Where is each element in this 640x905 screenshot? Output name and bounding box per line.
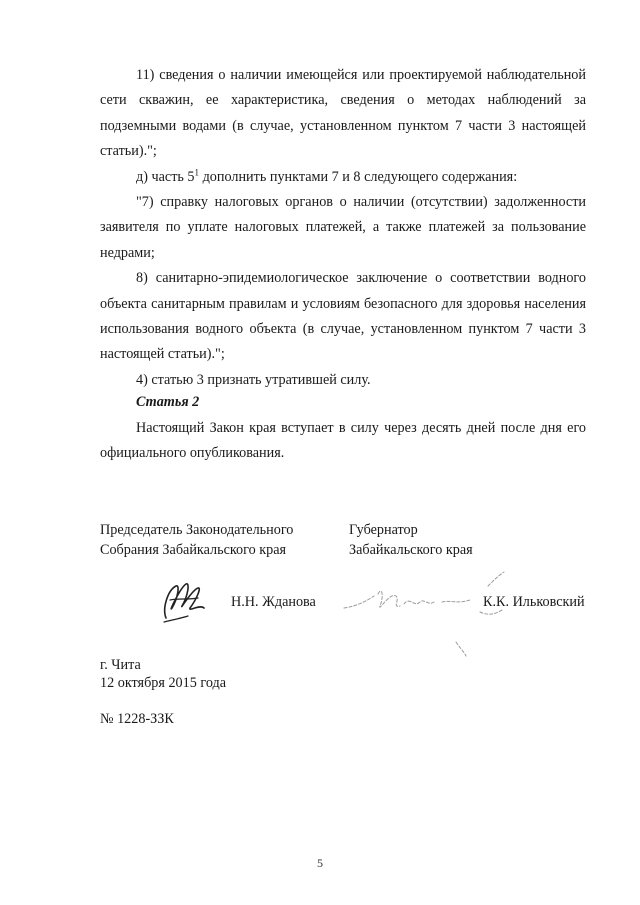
paragraph-item-7: "7) справку налоговых органов о наличии (отсутствии) задолженности заявителя по уплате налоговых платежей, а также платежей за пользование недрами;	[100, 194, 586, 261]
paragraph-part-5-1-after: дополнить пунктами 7 и 8 следующего содержания:	[199, 168, 518, 185]
place-and-date	[100, 656, 226, 692]
governor-signature	[338, 566, 516, 658]
chairman-title-line2: Собрания Забайкальского края	[100, 542, 287, 558]
article-paragraph: Настоящий Закон края вступает в силу через десять дней после дня его официального опубликования.	[100, 420, 586, 462]
governor-title-line2: Забайкальского края	[349, 542, 473, 558]
paragraph-item-4: 4) статью 3 признать утратившей силу.	[136, 371, 371, 388]
superscript-1: 1	[194, 166, 200, 177]
chairman-signature	[158, 578, 210, 626]
law-number: № 1228-ЗЗК	[100, 711, 174, 727]
date: 12 октября 2015 года	[100, 675, 227, 691]
paragraph-item-8: 8) санитарно-эпидемиологическое заключение о соответствии водного объекта санитарным правилам и условиям безопасного для здоровья населения использования водного объекта (в случае, установленном пунктом 7 части 3 настоящей статьи).";	[100, 270, 586, 363]
governor-name: К.К. Ильковский	[483, 594, 585, 610]
chairman-title	[100, 520, 293, 560]
document-body	[100, 63, 586, 393]
paragraph-part-5-1-before: д) часть 5	[136, 168, 195, 185]
city: г. Чита	[100, 657, 141, 673]
chairman-title-line1: Председатель Законодательного	[100, 522, 294, 538]
governor-title-line1: Губернатор	[349, 522, 418, 538]
governor-title	[349, 520, 473, 560]
article-title: Статья 2	[136, 394, 200, 410]
article-body	[100, 416, 586, 467]
paragraph-part-5-1	[100, 165, 586, 190]
chairman-name: Н.Н. Жданова	[231, 594, 316, 610]
page-number: 5	[317, 856, 323, 870]
paragraph-item-11: 11) сведения о наличии имеющейся или проектируемой наблюдательной сети скважин, ее характеристика, сведения о методах наблюдений за подземными водами (в случае, установленном пунктом 7 части 3 настоящей статьи).";	[100, 67, 586, 160]
